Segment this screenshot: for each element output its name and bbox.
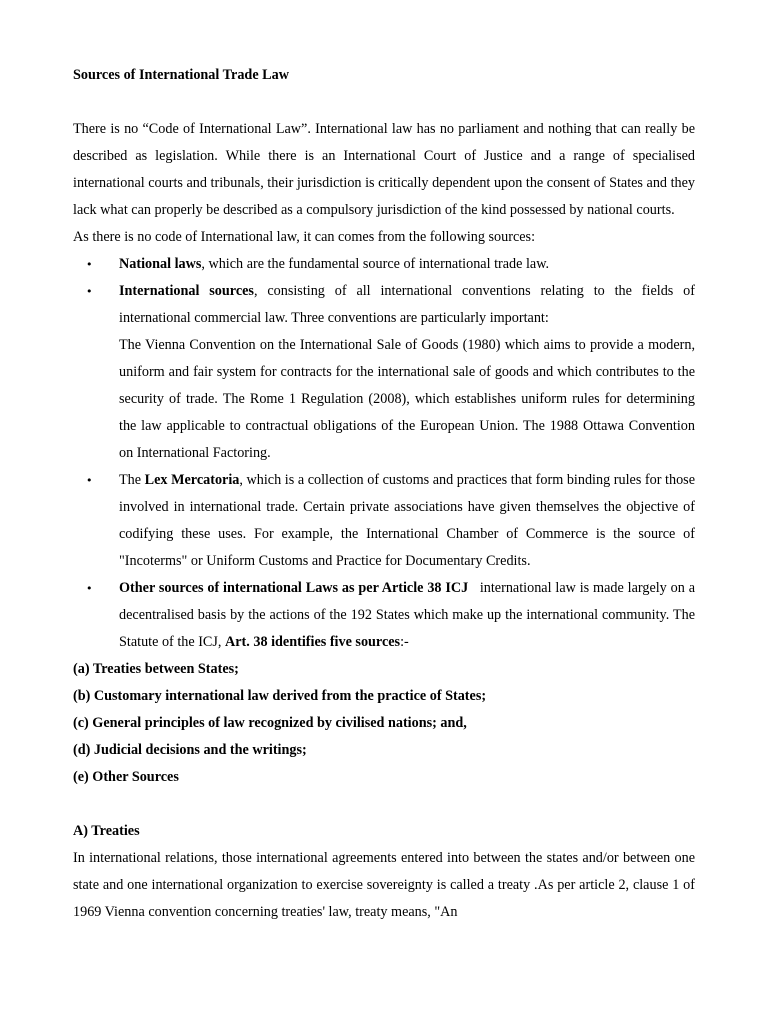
art38-item-c: (c) General principles of law recognized by civilised nations; and, bbox=[73, 715, 467, 731]
item-prefix: The bbox=[119, 472, 145, 488]
bold-term: Other sources of international Laws as per Article 38 ICJ bbox=[119, 580, 469, 596]
section-a-heading: A) Treaties bbox=[73, 823, 140, 839]
bullet-icon: • bbox=[86, 258, 93, 271]
item-text: international law is made largely on a decentralised basis by the actions of the 192 States which make up the international community. The Statute of the ICJ, bbox=[119, 580, 699, 650]
bold-term: Lex Mercatoria bbox=[144, 472, 240, 488]
art38-item-d: (d) Judicial decisions and the writings; bbox=[73, 742, 307, 758]
list-item-lex-mercatoria bbox=[73, 467, 695, 575]
bullet-icon: • bbox=[86, 474, 93, 487]
list-item-international-sources bbox=[73, 278, 695, 467]
conventions-paragraph: The Vienna Convention on the International Sale of Goods (1980) which aims to provide a modern, uniform and fair system for contracts for the international sale of goods and which contributes to the security of trade. The Rome 1 Regulation (2008), which establishes uniform rules for determining the law applicable to contractual obligations of the European Union. The 1988 Ottawa Convention on International Factoring. bbox=[119, 337, 695, 461]
document-title: Sources of International Trade Law bbox=[73, 67, 289, 83]
bold-term-art38: Art. 38 identifies five sources bbox=[225, 634, 401, 650]
section-a-paragraph: In international relations, those international agreements entered into between the states and/or between one state and one international organization to exercise sovereignty is called a treaty .As per article 2, clause 1 of 1969 Vienna convention concerning treaties' law, treaty means, "An bbox=[73, 850, 695, 920]
item-text: , which is a collection of customs and practices that form binding rules for those involved in international trade. Certain private associations have given themselves the objective of codifying these uses. For example, the International Chamber of Commerce is the source of "Incoterms" or Uniform Customs and Practice for Documentary Credits. bbox=[119, 472, 696, 569]
item-text: , consisting of all international conventions relating to the fields of international commercial law. Three conventions are particularly important: bbox=[119, 283, 696, 326]
item-tail: :- bbox=[400, 634, 409, 650]
bullet-icon: • bbox=[86, 285, 93, 298]
bullet-icon: • bbox=[86, 582, 93, 595]
bold-term: International sources bbox=[119, 283, 254, 299]
sources-list bbox=[73, 251, 699, 656]
blank-line bbox=[73, 89, 695, 116]
intro-paragraph: There is no “Code of International Law”. International law has no parliament and nothing that can really be described as legislation. While there is an International Court of Justice and a range of specialised international courts and tribunals, their jurisdiction is critically dependent upon the consent of States and they lack what can properly be described as a compulsory jurisdiction of the kind possessed by national courts. bbox=[73, 121, 695, 218]
art38-item-e: (e) Other Sources bbox=[73, 769, 179, 785]
blank-line bbox=[73, 791, 695, 818]
art38-item-b: (b) Customary international law derived from the practice of States; bbox=[73, 688, 487, 704]
list-item-national-laws bbox=[73, 251, 695, 278]
document-page bbox=[73, 62, 699, 926]
item-text: , which are the fundamental source of international trade law. bbox=[201, 256, 550, 272]
lead-in-paragraph: As there is no code of International law, it can comes from the following sources: bbox=[73, 229, 536, 245]
bold-term: National laws bbox=[119, 256, 202, 272]
list-item-other-sources bbox=[73, 575, 699, 656]
art38-item-a: (a) Treaties between States; bbox=[73, 661, 239, 677]
